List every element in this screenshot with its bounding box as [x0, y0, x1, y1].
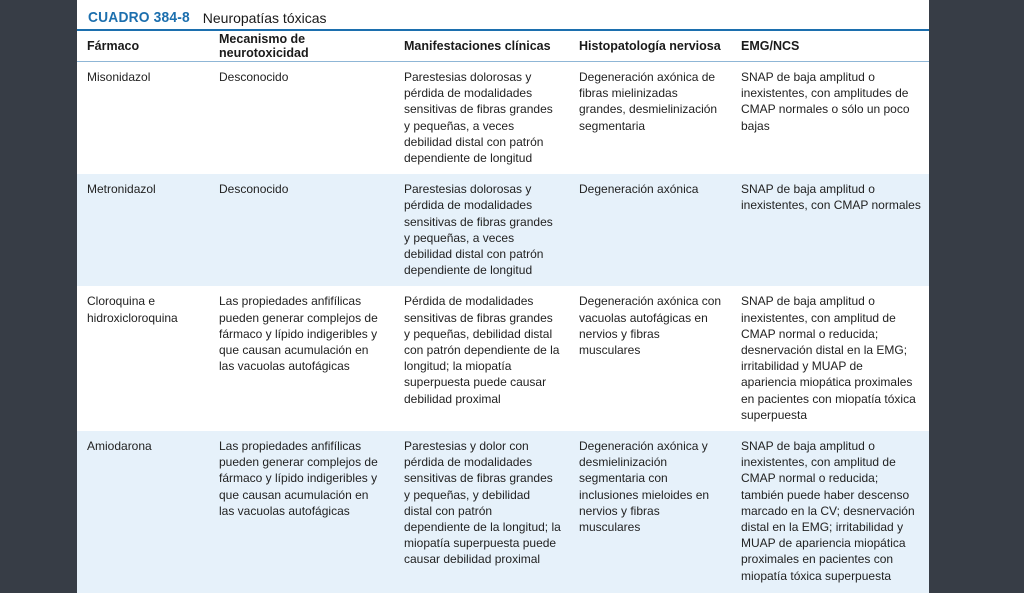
cell-drug: Cloroquina e hidroxicloroquina [87, 294, 178, 325]
toxic-neuropathies-table [77, 31, 929, 593]
header-histopatologia: Histopatología nerviosa [569, 31, 731, 62]
cell-drug: Misonidazol [87, 70, 151, 84]
cell-emg: SNAP de baja amplitud o inexistentes, con amplitud de CMAP normal o reducida; desnervación distal en la EMG; irritabilidad y MUAP de apariencia miopática proximales en pacientes con miopatía tóxica superpuesta [741, 294, 916, 422]
cell-emg: SNAP de baja amplitud o inexistentes, con amplitudes de CMAP normales o sólo un poco bajas [741, 70, 910, 133]
cell-histo: Degeneración axónica [569, 174, 731, 286]
cell-histo: Degeneración axónica con vacuolas autofágicas en nervios y fibras musculares [579, 294, 722, 358]
header-mecanismo: Mecanismo de neurotoxicidad [209, 31, 394, 62]
table-header-row [77, 31, 929, 62]
cell-mechanism: Las propiedades anfifílicas pueden generar complejos de fármaco y lípido indigeribles y que causan acumulación en las vacuolas autofágicas [209, 431, 394, 593]
table-row [77, 431, 929, 593]
cell-emg: SNAP de baja amplitud o inexistentes, con CMAP normales [731, 174, 929, 286]
header-manifestaciones: Manifestaciones clínicas [394, 31, 569, 62]
cell-mechanism: Las propiedades anfifílicas pueden generar complejos de fármaco y lípido indigeribles y que causan acumulación en las vacuolas autofágicas [219, 294, 378, 374]
cell-clinical: Parestesias dolorosas y pérdida de modalidades sensitivas de fibras grandes y pequeñas, a veces debilidad distal con patrón dependiente de longitud [394, 174, 569, 286]
table-title [77, 0, 929, 31]
table-caption: Neuropatías tóxicas [202, 10, 327, 26]
header-farmaco: Fármaco [77, 31, 209, 62]
table-row [77, 174, 929, 286]
table-row [77, 286, 929, 431]
cell-histo: Degeneración axónica de fibras mielinizadas grandes, desmielinización segmentaria [579, 70, 718, 133]
header-emg-ncs: EMG/NCS [731, 31, 929, 62]
document-page [77, 0, 929, 583]
cell-mechanism: Desconocido [209, 174, 394, 286]
cell-clinical: Parestesias dolorosas y pérdida de modalidades sensitivas de fibras grandes y pequeñas, a veces debilidad distal con patrón dependiente de longitud [404, 70, 553, 166]
table-row [77, 62, 929, 175]
cell-clinical: Pérdida de modalidades sensitivas de fibras grandes y pequeñas, debilidad distal con patrón dependiente de la longitud; la miopatía superpuesta puede causar debilidad proximal [404, 294, 560, 406]
cell-histo: Degeneración axónica y desmielinización segmentaria con inclusiones mieloides en nervios y fibras musculares [569, 431, 731, 593]
cell-emg: SNAP de baja amplitud o inexistentes, con amplitud de CMAP normal o reducida; también puede haber descenso marcado en la CV; desnervación distal en la EMG; irritabilidad y MUAP de apariencia miopática proximales en pacientes con miopatía tóxica superpuesta [731, 431, 929, 593]
cell-clinical: Parestesias y dolor con pérdida de modalidades sensitivas de fibras grandes y pequeñas, y debilidad distal con patrón dependiente de la longitud; la miopatía superpuesta puede causar debilidad proximal [394, 431, 569, 593]
table-number: CUADRO 384-8 [88, 9, 190, 26]
cell-drug: Amiodarona [77, 431, 209, 593]
cell-mechanism: Desconocido [219, 70, 289, 84]
cell-drug: Metronidazol [77, 174, 209, 286]
